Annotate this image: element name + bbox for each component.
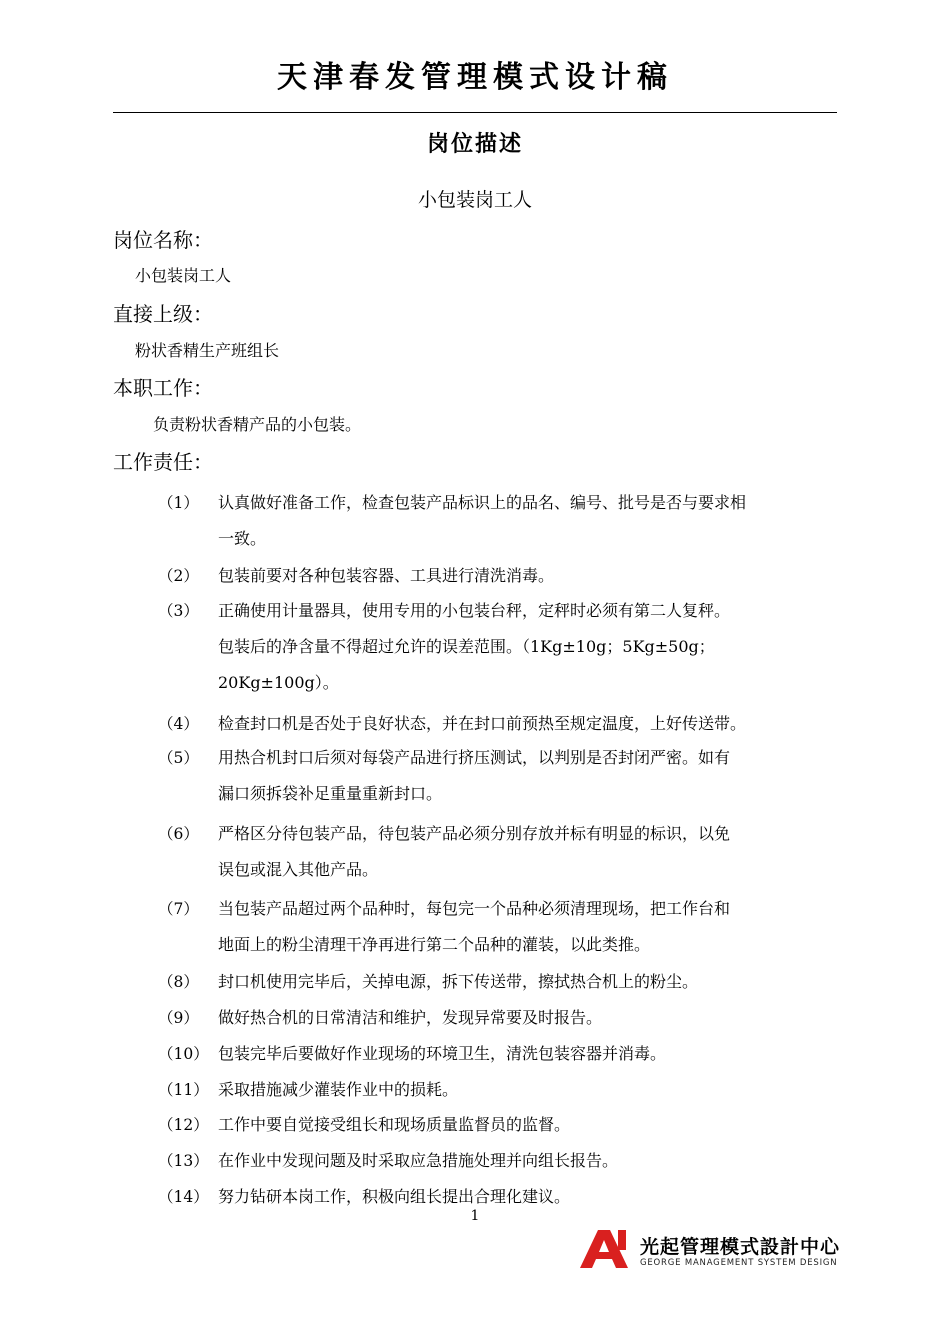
company-logo — [578, 1228, 841, 1272]
duty-text-line: 采取措施减少灌装作业中的损耗。 — [218, 1080, 459, 1099]
duty-number: （4） — [158, 715, 199, 733]
main-work-heading: 本职工作： — [113, 376, 213, 400]
header-divider — [113, 112, 837, 113]
job-subtitle: 小包装岗工人 — [417, 189, 532, 211]
duty-number: （9） — [158, 1009, 199, 1027]
duty-text-line: 严格区分待包装产品，待包装产品必须分别存放并标有明显的标识，以免 — [218, 824, 731, 843]
duty-number: （6） — [158, 825, 199, 843]
duty-text-line: 用热合机封口后须对每袋产品进行挤压测试，以判别是否封闭严密。如有 — [218, 748, 731, 767]
duty-text-line: 误包或混入其他产品。 — [218, 860, 379, 879]
logo-company-name: 光起管理模式設計中心 — [640, 1236, 841, 1258]
logo-tagline: GEORGE MANAGEMENT SYSTEM DESIGN — [640, 1258, 838, 1268]
duty-number: （8） — [158, 973, 199, 991]
duty-number: （7） — [158, 900, 199, 918]
duty-text-line: 地面上的粉尘清理干净再进行第二个品种的灌装，以此类推。 — [218, 935, 651, 954]
document-header-title: 天津春发管理模式设计稿 — [277, 60, 673, 95]
duty-text-line: 封口机使用完毕后，关掉电源，拆下传送带，擦拭热合机上的粉尘。 — [218, 972, 699, 991]
duty-text-line: 一致。 — [218, 529, 267, 548]
duty-number: （10） — [158, 1045, 209, 1063]
document-title: 岗位描述 — [426, 132, 523, 157]
logo-a-mark-icon — [578, 1228, 630, 1270]
duty-text-line: 认真做好准备工作，检查包装产品标识上的品名、编号、批号是否与要求相 — [218, 493, 747, 512]
duty-number: （11） — [158, 1081, 209, 1099]
duty-text-line: 正确使用计量器具，使用专用的小包装台秤，定秤时必须有第二人复秤。 — [218, 601, 731, 620]
duty-number: （14） — [158, 1188, 209, 1206]
duty-number: （3） — [158, 602, 199, 620]
responsibilities-heading: 工作责任： — [113, 450, 213, 474]
supervisor-value: 粉状香精生产班组长 — [135, 341, 280, 360]
duty-text-line: 漏口须拆袋补足重量重新封口。 — [218, 784, 443, 803]
duty-text-line: 检查封口机是否处于良好状态，并在封口前预热至规定温度，上好传送带。 — [218, 714, 747, 733]
duty-text-line: 在作业中发现问题及时采取应急措施处理并向组长报告。 — [218, 1151, 619, 1170]
position-name-heading: 岗位名称： — [113, 228, 213, 252]
duty-text-line: 包装完毕后要做好作业现场的环境卫生，清洗包装容器并消毒。 — [218, 1044, 667, 1063]
supervisor-heading: 直接上级： — [113, 302, 213, 326]
duty-text-line: 做好热合机的日常清洁和维护，发现异常要及时报告。 — [218, 1008, 603, 1027]
duty-text-line: 努力钻研本岗工作，积极向组长提出合理化建议。 — [218, 1187, 571, 1206]
duty-number: （12） — [158, 1116, 209, 1134]
duty-text-line: 20Kg±100g）。 — [218, 673, 339, 692]
main-work-value: 负责粉状香精产品的小包装。 — [153, 415, 362, 434]
duty-text-line: 包装前要对各种包装容器、工具进行清洗消毒。 — [218, 566, 555, 585]
duty-number: （1） — [158, 494, 199, 512]
duty-text-line: 当包装产品超过两个品种时，每包完一个品种必须清理现场，把工作台和 — [218, 899, 731, 918]
page-number: 1 — [470, 1208, 480, 1224]
duty-number: （2） — [158, 567, 199, 585]
duty-number: （5） — [158, 749, 199, 767]
duty-text-line: 工作中要自觉接受组长和现场质量监督员的监督。 — [218, 1115, 571, 1134]
duty-number: （13） — [158, 1152, 209, 1170]
duty-text-line: 包装后的净含量不得超过允许的误差范围。（1Kg±10g；5Kg±50g； — [218, 637, 715, 656]
position-name-value: 小包装岗工人 — [135, 266, 232, 285]
